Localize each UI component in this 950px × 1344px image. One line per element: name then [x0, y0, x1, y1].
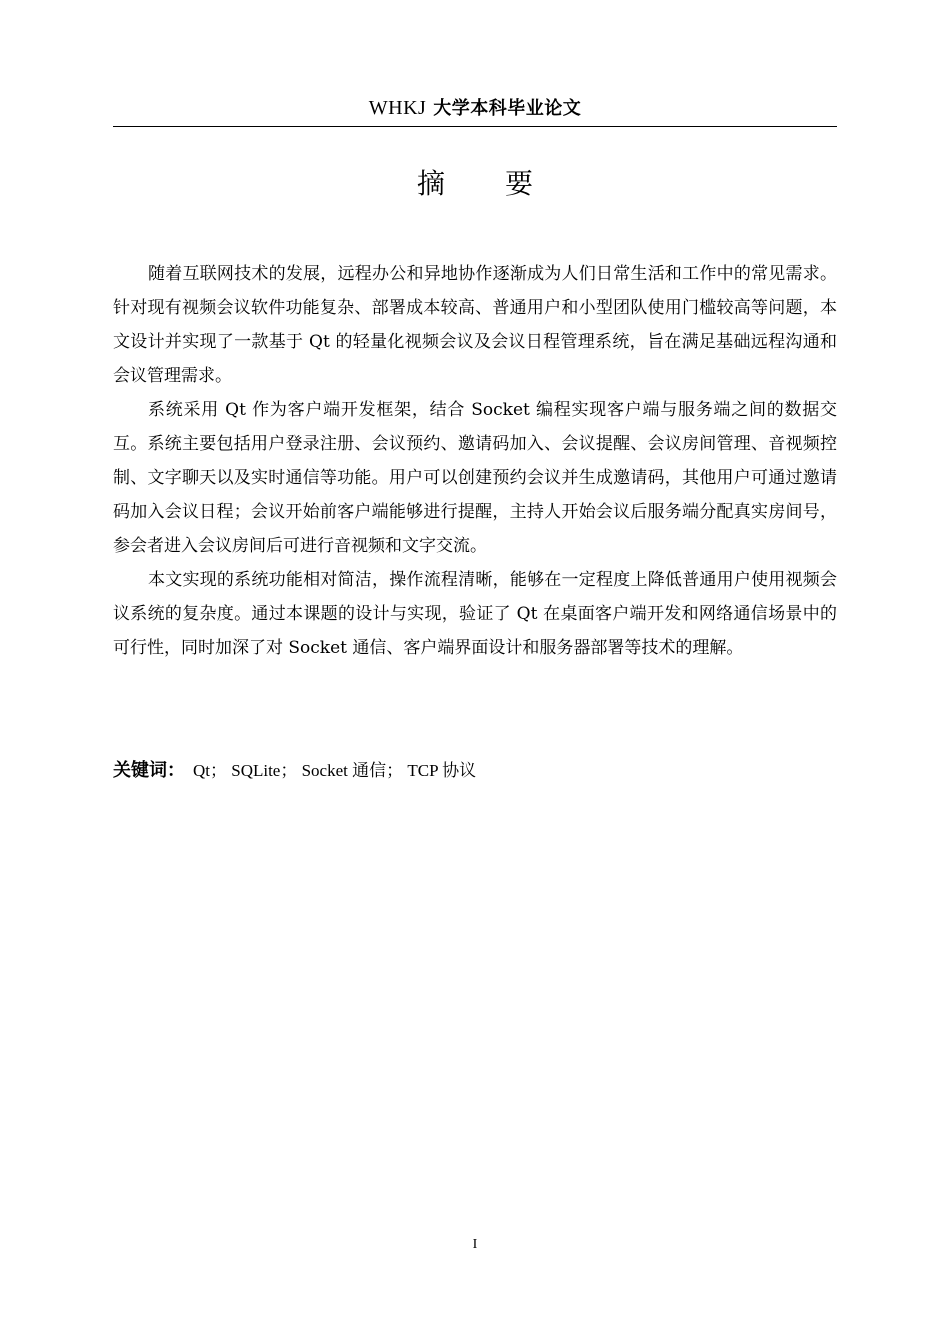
page-number: I — [472, 1237, 478, 1252]
abstract-paragraph-2: 系统采用 Qt 作为客户端开发框架，结合 Socket 编程实现客户端与服务端之间的数据交互。系统主要包括用户登录注册、会议预约、邀请码加入、会议提醒、会议房间管理、音视频控制、文字聊天以及实时通信等功能。用户可以创建预约会议并生成邀请码，其他用户可通过邀请码加入会议日程；会议开始前客户端能够进行提醒，主持人开始会议后服务端分配真实房间号，参会者进入会议房间后可进行音视频和文字交流。 — [113, 400, 837, 556]
header-title: 大学本科毕业论文 — [433, 98, 582, 119]
abstract-title: 摘要 — [416, 167, 593, 200]
header-prefix: WHKJ — [368, 97, 427, 119]
abstract-paragraph-3: 本文实现的系统功能相对简洁，操作流程清晰，能够在一定程度上降低普通用户使用视频会议系统的复杂度。通过本课题的设计与实现，验证了 Qt 在桌面客户端开发和网络通信场景中的可行性，同时加深了对 Socket 通信、客户端界面设计和服务器部署等技术的理解。 — [113, 570, 837, 658]
keywords-list: Qt； SQLite； Socket 通信； TCP 协议 — [193, 761, 477, 780]
abstract-paragraph-1: 随着互联网技术的发展，远程办公和异地协作逐渐成为人们日常生活和工作中的常见需求。针对现有视频会议软件功能复杂、部署成本较高、普通用户和小型团队使用门槛较高等问题，本文设计并实现了一款基于 Qt 的轻量化视频会议及会议日程管理系统，旨在满足基础远程沟通和会议管理需求。 — [113, 264, 837, 386]
keywords-line — [113, 754, 837, 788]
keywords-label: 关键词： — [113, 760, 185, 781]
abstract-body — [113, 257, 837, 665]
header-divider — [113, 126, 837, 127]
page-header — [113, 92, 837, 124]
